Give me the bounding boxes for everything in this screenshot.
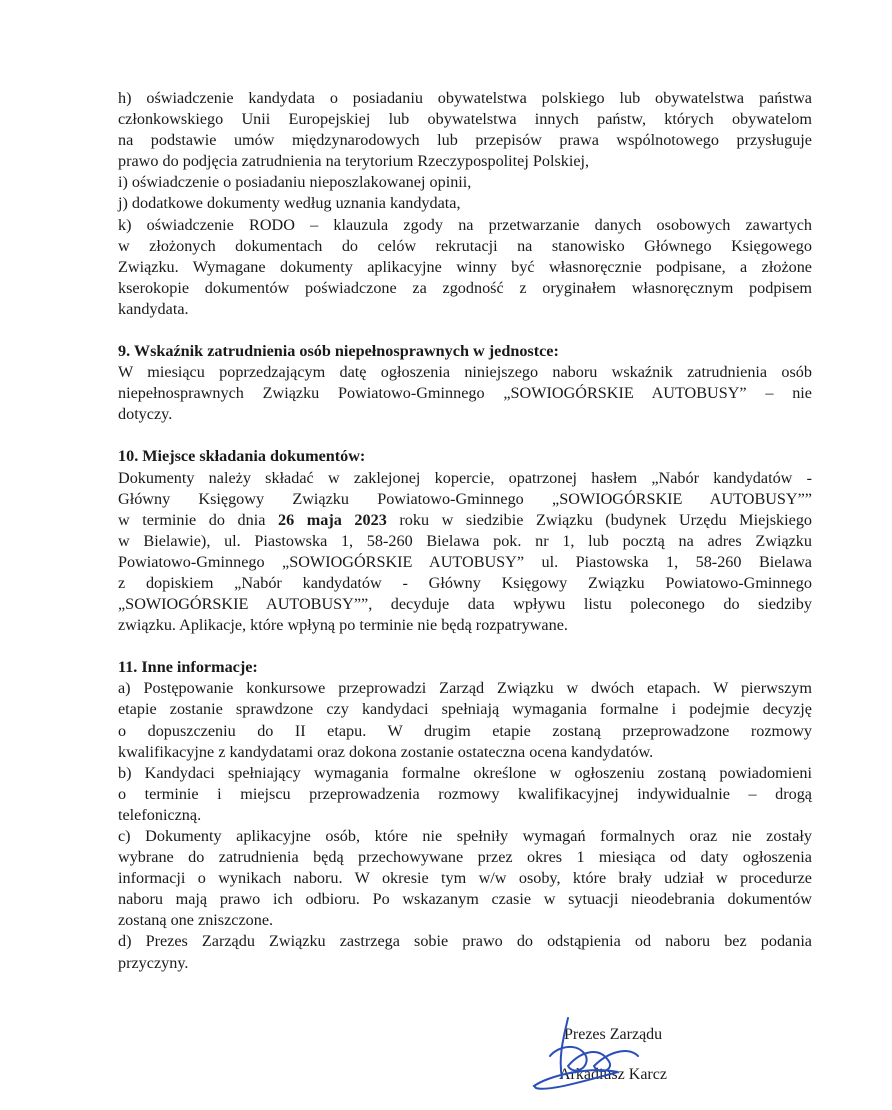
section-11-a-line: etapie zostanie sprawdzone czy kandydaci spełniają wymagania formalne i podejmie decyzję (118, 700, 812, 719)
section-11-c-line: wybrane do zatrudnienia będą przechowywane przez okres 1 miesiąca od daty ogłoszenia (118, 848, 812, 867)
list-item-i: i) oświadczenie o posiadaniu nieposzlakowanej opinii, (118, 173, 472, 192)
list-item-k-line: kserokopie dokumentów poświadczone za zgodność z oryginałem własnoręcznym podpisem (118, 278, 812, 297)
section-10-line: Powiatowo-Gminnego „SOWIOGÓRSKIE AUTOBUSY” ul. Piastowska 1, 58-260 Bielawa (118, 552, 812, 571)
section-10-line: Dokumenty należy składać w zaklejonej kopercie, opatrzonej hasłem „Nabór kandydatów - (118, 468, 812, 487)
section-11-d-line: d) Prezes Zarządu Związku zastrzega sobie prawo do odstąpienia od naboru bez podania (118, 932, 812, 951)
section-10-heading: 10. Miejsce składania dokumentów: (118, 447, 366, 466)
list-item-h-line: na podstawie umów międzynarodowych lub przepisów prawa wspólnotowego przysługuje (118, 131, 812, 150)
spacer (118, 425, 812, 446)
section-11-a-line: a) Postępowanie konkursowe przeprowadzi Zarząd Związku w dwóch etapach. W pierwszym (118, 679, 812, 698)
section-11-a-line: o dopuszczeniu do II etapu. W drugim etapie zostaną przeprowadzone rozmowy (118, 721, 812, 740)
section-10-line: związku. Aplikacje, które wpłyną po terminie nie będą rozpatrywane. (118, 616, 568, 635)
section-10-line: z dopiskiem „Nabór kandydatów - Główny Księgowy Związku Powiatowo-Gminnego (118, 573, 812, 592)
signature-block (558, 1024, 698, 1086)
list-item-k-line: w złożonych dokumentach do celów rekrutacji na stanowisko Głównego Księgowego (118, 236, 812, 255)
section-11-b-line: b) Kandydaci spełniający wymagania formalne określone w ogłoszeniu zostaną powiadomieni (118, 763, 812, 782)
section-10-line: „SOWIOGÓRSKIE AUTOBUSY””, decyduje data wpływu listu poleconego do siedziby (118, 595, 812, 614)
section-10-line: Główny Księgowy Związku Powiatowo-Gminnego „SOWIOGÓRSKIE AUTOBUSY”” (118, 489, 812, 508)
section-11-b-line: telefoniczną. (118, 805, 202, 824)
section-9-line: dotyczy. (118, 405, 173, 424)
text: w terminie do dnia (118, 510, 279, 529)
handwritten-signature-icon (528, 1016, 678, 1096)
section-11-d-line: przyczyny. (118, 953, 189, 972)
section-11-c-line: informacji o wynikach naboru. W okresie tym w/w osoby, które brały udział w procedurze (118, 869, 812, 888)
signature-title: Prezes Zarządu (564, 1026, 663, 1043)
section-10-line (118, 510, 812, 531)
signature-name: Arkadiusz Karcz (559, 1066, 667, 1083)
section-11-heading: 11. Inne informacje: (118, 658, 258, 677)
list-item-h-line: członkowskiego Unii Europejskiej lub obywatelstwa innych państw, których obywatelom (118, 110, 812, 129)
section-10-line: w Bielawie), ul. Piastowska 1, 58-260 Bielawa pok. nr 1, lub pocztą na adres Związku (118, 531, 812, 550)
section-11-c-line: c) Dokumenty aplikacyjne osób, które nie spełniły wymagań formalnych oraz nie zostały (118, 827, 812, 845)
text: roku w siedzibie Związku (budynek Urzędu Miejskiego (386, 510, 813, 529)
spacer (118, 320, 812, 341)
section-9-line: niepełnosprawnych Związku Powiatowo-Gminnego „SOWIOGÓRSKIE AUTOBUSY” – nie (118, 384, 812, 403)
section-11-c-line: naboru mają prawo ich odbioru. Po wskazanym czasie w sytuacji nieodebrania dokumentów (118, 890, 812, 909)
deadline-date: 26 maja 2023 (278, 510, 387, 529)
list-item-h-line: h) oświadczenie kandydata o posiadaniu obywatelstwa polskiego lub obywatelstwa państwa (118, 89, 812, 107)
list-item-k-line: Związku. Wymagane dokumenty aplikacyjne winny być własnoręcznie podpisane, a złożone (118, 257, 812, 276)
spacer (118, 636, 812, 657)
document-page (118, 88, 812, 974)
section-9-line: W miesiącu poprzedzającym datę ogłoszenia niniejszego naboru wskaźnik zatrudnienia osób (118, 363, 812, 382)
list-item-j: j) dodatkowe dokumenty według uznania kandydata, (118, 194, 461, 213)
section-11-b-line: o terminie i miejscu przeprowadzenia rozmowy kwalifikacyjnej indywidualnie – drogą (118, 784, 812, 803)
section-9-heading: 9. Wskaźnik zatrudnienia osób niepełnosprawnych w jednostce: (118, 342, 559, 361)
list-item-k-line: kandydata. (118, 299, 189, 318)
section-11-c-line: zostaną one zniszczone. (118, 911, 274, 930)
section-11-a-line: kwalifikacyjne z kandydatami oraz dokona zostanie ostateczna ocena kandydatów. (118, 742, 654, 761)
list-item-h-line: prawo do podjęcia zatrudnienia na terytorium Rzeczypospolitej Polskiej, (118, 152, 590, 171)
list-item-k-line: k) oświadczenie RODO – klauzula zgody na przetwarzanie danych osobowych zawartych (118, 215, 812, 234)
